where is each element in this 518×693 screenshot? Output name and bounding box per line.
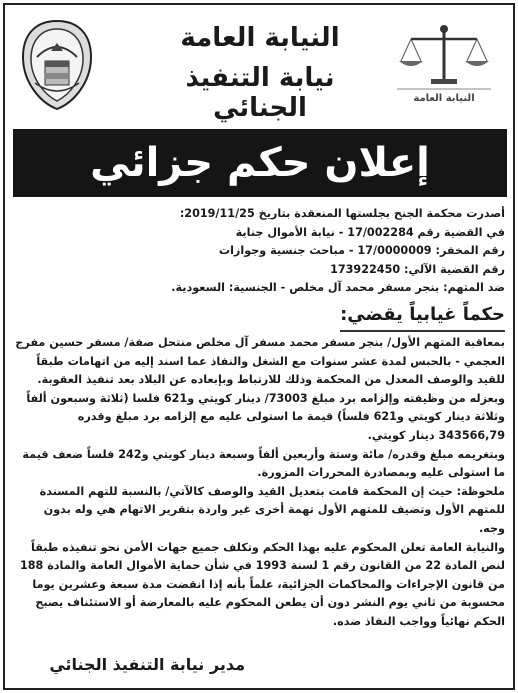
- verdict-paragraph: وبعزله من وظيفته وإلزامه برد مبلغ 73003/ دينار كويتي و621 فلسا (ثلاثة وسبعون ألفاً وثلاثة دينار كويتي و621 فلساً) قيمة ما استولى عليه مع إلزامه برد مبلغ وقدره 343566,79 دينار كويتي.: [26, 391, 505, 442]
- page-subtitle: نيابة التنفيذ الجنائي: [185, 63, 335, 123]
- announcement-frame: [3, 3, 515, 690]
- automated-case-number: رقم القضية الآلي: 173922450: [330, 262, 505, 276]
- verdict-heading: حكماً غيابياً يقضي:: [340, 300, 505, 332]
- page-title: النيابة العامة: [180, 23, 340, 53]
- announcement-body: [15, 205, 505, 631]
- station-number: رقم المخفر: 17/0000009 - مباحث جنسية وجوازات: [218, 244, 505, 258]
- emblem-caption: النيابة العامة: [413, 93, 475, 104]
- case-number: في القضية رقم 17/002284 - نيابة الأموال جناية: [235, 225, 505, 239]
- header: [5, 5, 513, 123]
- verdict-paragraph: والنيابة العامة تعلن المحكوم عليه بهذا الحكم وتكلف جميع جهات الأمن نحو تنفيذه طبقاً لنص المادة 22 من القانون رقم 1 لسنة 1993 في شأن حماية الأموال العامة والمادة 188 من قانون الإجراءات والمحاكمات الجزائية، علماً بأنه إذا انقضت مدة سبعة وعشرين يوما محسوبة من ثاني يوم النشر دون أن يطعن المحكوم عليه بالمعارضة أو الاستئناف يصبح الحكم نهائياً وواجب النفاذ ضده.: [19, 540, 505, 628]
- announcement-banner: إعلان حكم جزائي: [13, 129, 507, 197]
- defendant-line: ضد المتهم: بنجر مسفر محمد آل مخلص - الجنسية: السعودية.: [171, 281, 505, 295]
- verdict-note: ملحوظة: حيث إن المحكمة قامت بتعديل القيد والوصف كالآتي/ بالنسبة للتهم المسندة للمتهم الأول وتضيف للمتهم الأول تهمة أخرى غير واردة بتقرير الاتهام هي وله بدون وجه.: [39, 484, 505, 535]
- kuwait-emblem-icon: [15, 17, 99, 113]
- case-intro: أصدرت محكمة الجنح بجلستها المنعقدة بتاريخ 2019/11/25:: [179, 207, 505, 220]
- verdict-paragraph: بمعاقبة المتهم الأول/ بنجر مسفر محمد مسفر آل مخلص منتحل صفة/ مسفر حسين مفرج العجمي - بالحبس لمدة عشر سنوات مع الشغل والنفاذ عما اسند إليه من اتهامات طبقاً للقيد والوصف المعدل من المحكمة وذلك للارتباط وبإبعاده عن البلاد بعد تنفيذ العقوبة.: [15, 335, 505, 387]
- scales-of-justice-icon: [389, 19, 499, 111]
- signature: مدير نيابة التنفيذ الجنائي: [49, 655, 245, 674]
- verdict-paragraph: وبتغريمه مبلغ وقدره/ مائة وستة وأربعين ألفاً وسبعة دينار كويتي و242 فلساً ضعف قيمة ما استولى عليه وبمصادرة المحررات المزورة.: [22, 447, 505, 480]
